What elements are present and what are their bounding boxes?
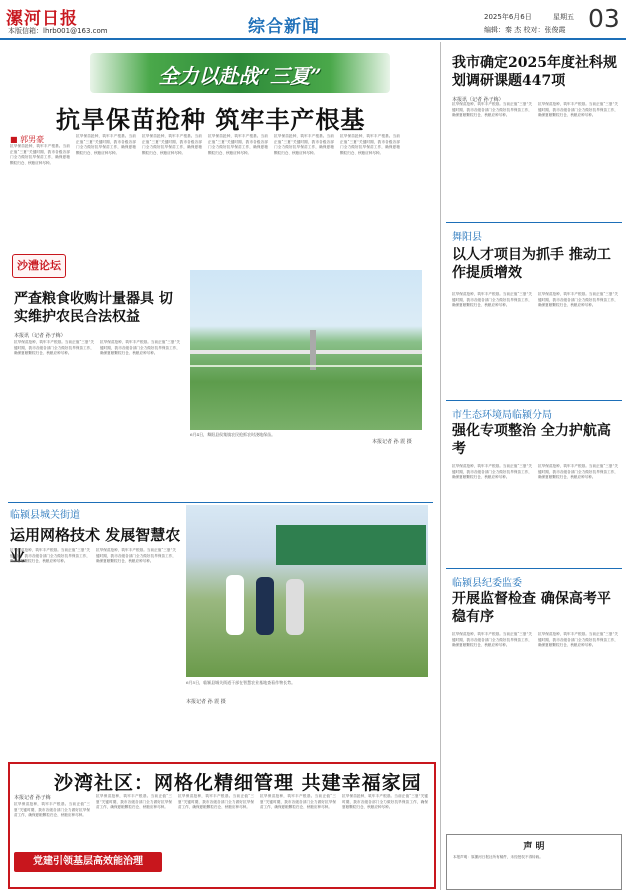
story1-byline: ■ 郭男豪	[10, 135, 45, 144]
commentary-headline: 严查粮食收购计量器具 切实维护农民合法权益	[14, 291, 173, 325]
irrigation-photo	[190, 270, 422, 430]
editor-line: 编辑：秦 杰 校对：张俊霞	[484, 26, 566, 34]
person-figure	[226, 575, 244, 635]
right-byline1: 本报讯（记者 孙子梅）	[452, 97, 504, 103]
page-number: 03	[588, 4, 620, 33]
column-divider	[440, 42, 441, 890]
story1-body-col1: 抗旱保苗抢种，筑牢丰产根基。当前正值“三夏”关键时期，我市各级各部门全力做好抗旱保苗工作，确保夏粮颗粒归仓、秋粮应种尽种。	[10, 144, 70, 165]
shawan-body-col1: 抗旱保苗抢种，筑牢丰产根基。当前正值“三夏”关键时期，我市各级各部门全力做好抗旱保苗工作，确保夏粮颗粒归仓、秋粮应种尽种。	[14, 802, 90, 818]
farm-billboard	[276, 525, 426, 565]
right-section3: 市生态环境局临颍分局	[452, 410, 552, 421]
campaign-banner-text: 全力以赴战“三夏”	[158, 64, 322, 88]
photo1-caption: 6月4日，舞阳县侯集镇农民抢抓农时浇地保苗。	[190, 432, 276, 437]
irrigation-tower	[310, 330, 316, 370]
street-body-col2: 抗旱保苗抢种，筑牢丰产根基。当前正值“三夏”关键时期，我市各级各部门全力做好抗旱保苗工作，确保夏粮颗粒归仓、秋粮应种尽种。	[96, 548, 176, 564]
shawan-headline: 沙湾社区：网格化精细管理 共建幸福家园	[54, 772, 422, 794]
smart-farm-photo	[186, 505, 428, 677]
shawan-body-col3: 抗旱保苗抢种，筑牢丰产根基。当前正值“三夏”关键时期，我市各级各部门全力做好抗旱保苗工作，确保夏粮颗粒归仓、秋粮应种尽种。	[178, 794, 254, 810]
contact-email: 本版信箱：lhrb001@163.com	[8, 27, 108, 35]
commentary-byline: 本报讯（记者 孙子梅）	[14, 333, 66, 339]
story1-body-col3: 抗旱保苗抢种，筑牢丰产根基。当前正值“三夏”关键时期，我市各级各部门全力做好抗旱保苗工作，确保夏粮颗粒归仓、秋粮应种尽种。	[142, 134, 202, 155]
weekday: 星期五	[553, 13, 574, 21]
water-spray	[190, 365, 422, 367]
commentary-body-col1: 抗旱保苗抢种，筑牢丰产根基。当前正值“三夏”关键时期，我市各级各部门全力做好抗旱保苗工作，确保夏粮颗粒归仓、秋粮应种尽种。	[14, 340, 94, 356]
notice-body: 本报声明：原漯河日报社所有稿件，未经授权不得转载。	[453, 855, 543, 859]
header-rule	[0, 38, 626, 40]
right4-col2: 抗旱保苗抢种，筑牢丰产根基。当前正值“三夏”关键时期，我市各级各部门全力做好抗旱保苗工作，确保夏粮颗粒归仓、秋粮应种尽种。	[538, 632, 618, 648]
right2-col2: 抗旱保苗抢种，筑牢丰产根基。当前正值“三夏”关键时期，我市各级各部门全力做好抗旱保苗工作，确保夏粮颗粒归仓、秋粮应种尽种。	[538, 292, 618, 308]
right-head3: 强化专项整治 全力护航高考	[452, 423, 611, 457]
irrigation-pipe	[190, 350, 422, 354]
section-title: 综合新闻	[248, 17, 320, 37]
commentary-body-col2: 抗旱保苗抢种，筑牢丰产根基。当前正值“三夏”关键时期，我市各级各部门全力做好抗旱保苗工作，确保夏粮颗粒归仓、秋粮应种尽种。	[100, 340, 180, 356]
notice-title: 声 明	[523, 842, 545, 852]
right-section2: 舞阳县	[452, 232, 482, 243]
right-head1: 我市确定2025年度社科规划调研课题447项	[452, 55, 617, 89]
shawan-byline: 本报记者 孙子梅	[14, 795, 51, 801]
right4-col1: 抗旱保苗抢种，筑牢丰产根基。当前正值“三夏”关键时期，我市各级各部门全力做好抗旱保苗工作，确保夏粮颗粒归仓、秋粮应种尽种。	[452, 632, 532, 648]
shawan-body-col2: 抗旱保苗抢种，筑牢丰产根基。当前正值“三夏”关键时期，我市各级各部门全力做好抗旱保苗工作，确保夏粮颗粒归仓、秋粮应种尽种。	[96, 794, 172, 810]
story1-body-col4: 抗旱保苗抢种，筑牢丰产根基。当前正值“三夏”关键时期，我市各级各部门全力做好抗旱保苗工作，确保夏粮颗粒归仓、秋粮应种尽种。	[208, 134, 268, 155]
photo2-caption: 6月5日，临颍县城关街道干部在智慧农业基地查看作物长势。	[186, 680, 296, 685]
story1-headline: 抗旱保苗抢种 筑牢丰产根基	[56, 105, 366, 134]
commentary-tag: 沙澧论坛	[17, 259, 61, 272]
commentary-tag-box	[12, 254, 66, 278]
divider	[8, 502, 433, 503]
shawan-body-col5: 抗旱保苗抢种，筑牢丰产根基。当前正值“三夏”关键时期，我市各级各部门全力做好抗旱保苗工作，确保夏粮颗粒归仓、秋粮应种尽种。	[342, 794, 428, 810]
right-head2: 以人才项目为抓手 推动工作提质增效	[452, 247, 611, 281]
divider	[446, 400, 622, 401]
street-section: 临颍县城关街道	[10, 510, 80, 521]
party-tag: 党建引领基层高效能治理	[33, 856, 143, 867]
photo1-credit: 本报记者 孙 震 摄	[372, 439, 412, 445]
person-figure	[256, 577, 274, 635]
right-head4: 开展监督检查 确保高考平稳有序	[452, 591, 611, 625]
divider	[446, 568, 622, 569]
person-figure	[286, 579, 304, 635]
story1-body-col2: 抗旱保苗抢种，筑牢丰产根基。当前正值“三夏”关键时期，我市各级各部门全力做好抗旱保苗工作，确保夏粮颗粒归仓、秋粮应种尽种。	[76, 134, 136, 155]
right3-col2: 抗旱保苗抢种，筑牢丰产根基。当前正值“三夏”关键时期，我市各级各部门全力做好抗旱保苗工作，确保夏粮颗粒归仓、秋粮应种尽种。	[538, 464, 618, 480]
party-tag-box	[14, 852, 162, 872]
right1-col2: 抗旱保苗抢种，筑牢丰产根基。当前正值“三夏”关键时期，我市各级各部门全力做好抗旱保苗工作，确保夏粮颗粒归仓、秋粮应种尽种。	[538, 102, 618, 118]
right-section4: 临颍县纪委监委	[452, 578, 522, 589]
street-headline: 运用网格技术 发展智慧农业	[10, 526, 181, 565]
notice-box	[446, 834, 622, 890]
issue-date: 2025年6月6日	[484, 13, 532, 21]
photo2-credit: 本报记者 孙 震 摄	[186, 699, 226, 705]
street-body-col1: 抗旱保苗抢种，筑牢丰产根基。当前正值“三夏”关键时期，我市各级各部门全力做好抗旱保苗工作，确保夏粮颗粒归仓、秋粮应种尽种。	[10, 548, 90, 564]
right1-col1: 抗旱保苗抢种，筑牢丰产根基。当前正值“三夏”关键时期，我市各级各部门全力做好抗旱保苗工作，确保夏粮颗粒归仓、秋粮应种尽种。	[452, 102, 532, 118]
right2-col1: 抗旱保苗抢种，筑牢丰产根基。当前正值“三夏”关键时期，我市各级各部门全力做好抗旱保苗工作，确保夏粮颗粒归仓、秋粮应种尽种。	[452, 292, 532, 308]
divider	[446, 222, 622, 223]
story1-body-col5: 抗旱保苗抢种，筑牢丰产根基。当前正值“三夏”关键时期，我市各级各部门全力做好抗旱保苗工作，确保夏粮颗粒归仓、秋粮应种尽种。	[274, 134, 334, 155]
right3-col1: 抗旱保苗抢种，筑牢丰产根基。当前正值“三夏”关键时期，我市各级各部门全力做好抗旱保苗工作，确保夏粮颗粒归仓、秋粮应种尽种。	[452, 464, 532, 480]
masthead-logo: 漯河日报	[6, 9, 78, 29]
story1-body-col6: 抗旱保苗抢种，筑牢丰产根基。当前正值“三夏”关键时期，我市各级各部门全力做好抗旱保苗工作，确保夏粮颗粒归仓、秋粮应种尽种。	[340, 134, 400, 155]
shawan-body-col4: 抗旱保苗抢种，筑牢丰产根基。当前正值“三夏”关键时期，我市各级各部门全力做好抗旱保苗工作，确保夏粮颗粒归仓、秋粮应种尽种。	[260, 794, 336, 810]
